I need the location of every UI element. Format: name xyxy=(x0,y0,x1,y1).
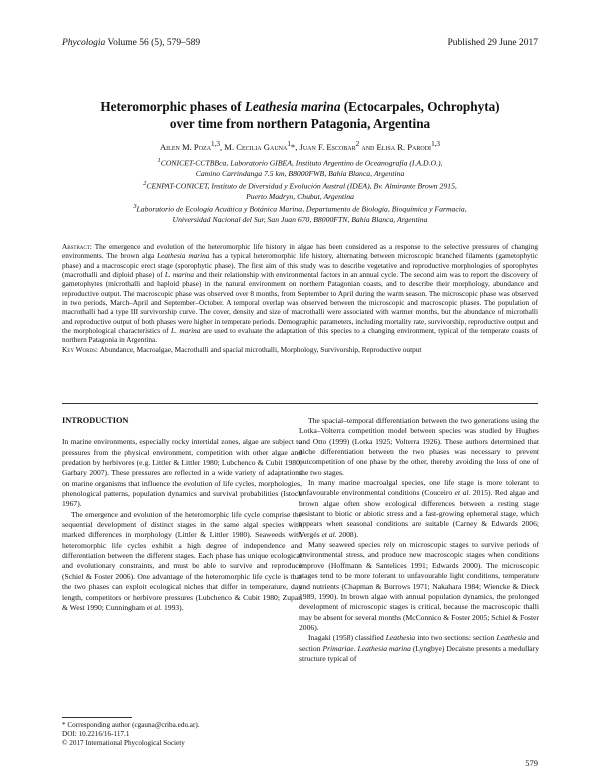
article-title xyxy=(60,98,540,132)
species-name: L. marina xyxy=(171,326,201,336)
author-name: Juan F. Escobar xyxy=(299,141,356,152)
paragraph: Many seaweed species rely on microscopic stages to survive periods of environmental stress, and produce new macroscopic stages when conditions improve (Hoffmann & Santelices 1991; Edwards 2000). The microscopic stages tend to be more tolerant to unfavourable light conditions, temperature and nutrients (Chapman & Burrows 1971; Nakahara 1984; Wiencke & Dieck 1989, 1990). In brown algae with annual population dynamics, the prolonged development of microscopic stages is critical, because the macroscopic thalli may be absent for several months (McConnico & Foster 2005; Schiel & Foster 2006). xyxy=(299,540,539,632)
para-span: Inagaki (1958) classified xyxy=(308,633,386,643)
para-span: The emergence and evolution of the heteromorphic life cycle comprise the sequential development of distinct stages in the same algal species with marked differences in morphology (Littler & Littler 1980). Seaweeds with heteromorphic life cycles exhibit a high degree of independence and differentiation between the different stages. Each phase has unique ecological and evolutionary constraints, and must be able to survive and reproduce (Schiel & Foster 2006). One advantage of the heteromorphic life cycle is that the two phases can exploit ecological niches that differ in temperature, day length, competitors or herbivore pressures (Lubchenco & Cubit 1980; Zupan & West 1990; Cunningham et xyxy=(62,509,302,612)
separator: , xyxy=(220,141,225,152)
abstract-block xyxy=(62,242,538,354)
affil-text: Laboratorio de Ecología Acuática y Botánica Marina, Departamento de Biología, Bioquímica y Farmacia, xyxy=(136,204,467,214)
affil-number: 3 xyxy=(133,202,137,210)
right-column xyxy=(299,416,539,664)
et-al: et al. xyxy=(454,488,471,498)
keywords xyxy=(62,345,538,354)
affiliation-cont: Universidad Nacional del Sur, San Juan 670, B8000FTN, Bahía Blanca, Argentina xyxy=(172,214,428,224)
abstract-span: are used to evaluate the adaptation of this species to a changing environment, typical of the temperate coasts of northern Patagonia in Argentina. xyxy=(62,326,538,345)
affil-text: CENPAT-CONICET, Instituto de Diversidad y Evolución Austral (IDEA), Bv. Almirante Brown 2915, xyxy=(146,181,457,191)
footnote xyxy=(62,721,302,748)
para-span: 1993). xyxy=(162,602,184,612)
affiliation xyxy=(70,202,530,215)
author-list xyxy=(60,140,540,152)
abstract-span: and their relationship with environmental factors in an annual cycle. The second aim was to report the discovery of gametophytes (microthalli and haploid phase) in the natural environment on northern Patagonian coasts, and to describe their morphology, abundance and reproductive output. The macroscopic phase was observed over 8 months, from September to April during the warm season. The microscopic phase was observed in two periods, March–April and September–October. A temporal overlap was observed between the microscopic and macroscopic phases. The population of macrothalli had a type III survivorship curve. The cover, density and size of macrothalli were associated with warmer months, but the abundance of microthalli and reproductive output of both phases were higher in temperate periods. Demographic parameters, including mortality rate, survivorship, reproductive output and the morphological characteristics of xyxy=(62,270,538,336)
abstract-span: The emergence and evolution of the heteromorphic life history in algae has been considered as a response to the selective pressures of changing environments. The brown alga xyxy=(62,242,538,261)
species-name: Leathesia xyxy=(496,633,527,643)
affiliation-cont: Camino Carrindanga 7.5 km, B8000FWB, Bahía Blanca, Argentina xyxy=(195,168,405,178)
journal-name: Phycologia xyxy=(62,38,106,48)
para-span: into two sections: section xyxy=(415,633,497,643)
author-name: Ailen M. Poza xyxy=(159,141,212,152)
keywords-label: Key Words: xyxy=(62,344,100,354)
affil-number: 2 xyxy=(143,179,147,187)
footnote-rule xyxy=(62,717,132,718)
keywords-text: Abundance, Macroalgae, Macrothalli and spacial microthalli, Morphology, Survivorship, Reproductive output xyxy=(99,344,422,354)
author-affil-mark: 1,3 xyxy=(211,140,220,148)
copyright: © 2017 International Phycological Society xyxy=(62,739,185,748)
left-column xyxy=(62,416,302,613)
abstract-text xyxy=(62,242,538,345)
et-al: al. xyxy=(154,602,163,612)
para-span: 2008). xyxy=(336,529,359,539)
title-text: Heteromorphic phases of xyxy=(100,99,245,114)
section-divider xyxy=(62,403,538,404)
affiliation-cont: Puerto Madryn, Chubut, Argentina xyxy=(246,191,354,201)
corresponding-mark: * xyxy=(290,141,296,152)
affil-text: CONICET-CCTBBca, Laboratorio GIBEA, Instituto Argentino de Oceanografía (I.A.D.O.), xyxy=(160,158,443,168)
title-text: (Ectocarpales, Ochrophyta) xyxy=(340,99,500,114)
para-span: In many marine macroalgal species, one life stage is more tolerant to unfavourable environmental conditions (Couceiro xyxy=(299,478,539,498)
abstract-label: Abstract: xyxy=(62,242,95,251)
title-species: Leathesia marina xyxy=(244,99,341,114)
author-affil-mark: 2 xyxy=(355,140,360,148)
affiliation xyxy=(70,179,530,192)
species-name: Primariae xyxy=(322,643,354,653)
abstract-span: has a typical heteromorphic life history, alternating between microscopic branched filaments (gametophytic phase) and a macroscopic erect stage (sporophytic phase). The first aim of this study was to describe vegetative and reproductive morphologies of sporophytes (macrothalli and diploid phase) of xyxy=(62,251,538,280)
paragraph: The spacial–temporal differentiation between the two generations using the Lotka–Volterra competition model between species was studied by Hughes and Otto (1999) (Lotka 1925; Volterra 1926). These authors determined that niche differentiation between the two phases was necessary to prevent outcompetition of one phase by the other, thereby avoiding the loss of one of the two stages. xyxy=(299,416,539,477)
separator: and xyxy=(359,141,377,152)
para-span: 2015). Red algae and brown algae often show ecological differences between a resting stage resistant to biotic or abiotic stress and a fast-growing ephemeral stage, which appears when seasonal conditions are suitable (Carney & Edwards 2006; Vergés xyxy=(299,488,539,539)
author-name: M. Cecilia Gauna xyxy=(224,141,288,152)
para-span: (Lyngbye) Decaisne presents a medullary structure typical of xyxy=(299,643,539,663)
species-name: Leathesia marina xyxy=(157,251,210,261)
page-number: 579 xyxy=(525,758,538,768)
et-al: et al. xyxy=(321,529,337,539)
author-name: Elisa R. Parodi xyxy=(376,141,432,152)
paragraph: In marine environments, especially rocky intertidal zones, algae are subject to pressures from the physical environment, competition with other algae and predation by herbivores (e.g. Littler & Littler 1980; Lubchenco & Cubit 1980; Garbary 2007). These pressures are reflected in a wide variety of adaptations on marine organisms that influence the evolution of life cycles, morphologies, phenological patterns, population dynamics and survival probabilities (Istock 1967). xyxy=(62,437,302,509)
journal-citation xyxy=(62,38,200,48)
paragraph xyxy=(62,510,302,613)
title-line-2: over time from northern Patagonia, Argentina xyxy=(169,116,431,131)
published-date: Published 29 June 2017 xyxy=(447,38,538,48)
species-name: Leathesia xyxy=(385,633,416,643)
species-name: L. marina xyxy=(164,270,194,280)
species-name: Leathesia marina xyxy=(357,643,411,653)
doi: DOI: 10.2216/16-117.1 xyxy=(62,730,130,739)
author-affil-mark: 1 xyxy=(287,140,291,148)
separator: , xyxy=(295,141,300,152)
affiliations xyxy=(70,156,530,225)
affil-number: 1 xyxy=(157,157,161,164)
author-affil-mark: 1,3 xyxy=(431,140,441,148)
para-span: and section xyxy=(299,633,539,653)
section-heading: INTRODUCTION xyxy=(62,416,129,425)
paragraph xyxy=(299,478,539,540)
volume-pages: Volume 56 (5), 579–589 xyxy=(105,38,201,48)
para-span: . xyxy=(353,643,358,653)
affiliation xyxy=(70,156,530,169)
corresponding-author: * Corresponding author (cgauna@criba.edu.ar). xyxy=(62,721,200,729)
paragraph xyxy=(299,633,539,664)
